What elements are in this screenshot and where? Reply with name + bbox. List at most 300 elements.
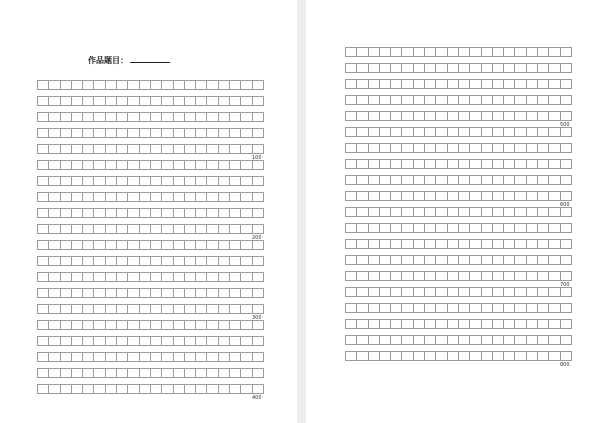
grid-cell (436, 208, 447, 216)
grid-cell (402, 192, 413, 200)
grid-cell (414, 320, 425, 328)
grid-cell (380, 256, 391, 264)
grid-row (37, 80, 264, 90)
grid-cell (49, 209, 60, 217)
grid-cell (402, 48, 413, 56)
grid-cell (527, 240, 538, 248)
grid-cell (369, 144, 380, 152)
grid-cell (369, 352, 380, 360)
grid-cell (561, 272, 571, 280)
grid-row (37, 336, 264, 346)
grid-cell (196, 385, 207, 393)
grid-cell (196, 193, 207, 201)
grid-cell (196, 273, 207, 281)
grid-cell (527, 112, 538, 120)
grid-cell (219, 385, 230, 393)
character-count-label: 800 (560, 362, 570, 368)
grid-cell (128, 241, 139, 249)
grid-cell (106, 337, 117, 345)
grid-cell (140, 209, 151, 217)
grid-cell (561, 352, 571, 360)
grid-cell (241, 129, 252, 137)
grid-cell (72, 97, 83, 105)
grid-cell (38, 305, 49, 313)
grid-cell (561, 48, 571, 56)
grid-cell (83, 369, 94, 377)
grid-cell (515, 256, 526, 264)
grid-cell (207, 97, 218, 105)
grid-cell (185, 225, 196, 233)
grid-cell (151, 385, 162, 393)
grid-cell (128, 369, 139, 377)
grid-cell (527, 288, 538, 296)
grid-cell (459, 112, 470, 120)
grid-cell (196, 129, 207, 137)
grid-cell (241, 289, 252, 297)
grid-cell (425, 160, 436, 168)
grid-cell (402, 176, 413, 184)
grid-cell (391, 48, 402, 56)
grid-cell (504, 64, 515, 72)
grid-cell (253, 337, 263, 345)
grid-cell (151, 225, 162, 233)
grid-cell (515, 112, 526, 120)
grid-row (37, 112, 264, 122)
grid-cell (538, 208, 549, 216)
grid-cell (538, 320, 549, 328)
grid-cell (140, 225, 151, 233)
grid-cell (49, 353, 60, 361)
grid-cell (128, 305, 139, 313)
grid-cell (230, 369, 241, 377)
grid-cell (504, 320, 515, 328)
grid-cell (549, 192, 560, 200)
grid-cell (369, 224, 380, 232)
grid-cell (162, 129, 173, 137)
grid-cell (515, 96, 526, 104)
grid-cell (128, 353, 139, 361)
grid-cell (391, 272, 402, 280)
grid-cell (117, 97, 128, 105)
grid-cell (391, 80, 402, 88)
left-writing-grid (37, 80, 264, 394)
grid-cell (128, 385, 139, 393)
grid-row (345, 143, 572, 153)
grid-cell (117, 81, 128, 89)
grid-cell (196, 305, 207, 313)
grid-cell (219, 289, 230, 297)
grid-cell (72, 353, 83, 361)
grid-cell (38, 273, 49, 281)
grid-cell (106, 257, 117, 265)
grid-cell (470, 64, 481, 72)
grid-row (37, 128, 264, 138)
grid-cell (128, 161, 139, 169)
grid-cell (504, 272, 515, 280)
grid-cell (414, 336, 425, 344)
grid-cell (72, 177, 83, 185)
grid-cell (253, 97, 263, 105)
grid-cell (425, 352, 436, 360)
grid-cell (94, 193, 105, 201)
grid-cell (140, 257, 151, 265)
grid-cell (436, 144, 447, 152)
grid-cell (459, 224, 470, 232)
grid-cell (207, 257, 218, 265)
grid-cell (128, 225, 139, 233)
grid-cell (106, 369, 117, 377)
grid-cell (369, 176, 380, 184)
grid-cell (185, 81, 196, 89)
grid-cell (241, 81, 252, 89)
grid-cell (49, 257, 60, 265)
grid-row (37, 256, 264, 266)
grid-cell (38, 241, 49, 249)
grid-cell (425, 64, 436, 72)
grid-cell (504, 96, 515, 104)
grid-cell (504, 288, 515, 296)
grid-cell (482, 160, 493, 168)
grid-cell (493, 352, 504, 360)
grid-cell (219, 145, 230, 153)
grid-row (345, 319, 572, 329)
grid-cell (241, 353, 252, 361)
grid-cell (346, 64, 357, 72)
grid-cell (515, 192, 526, 200)
grid-cell (482, 336, 493, 344)
grid-cell (346, 336, 357, 344)
grid-cell (414, 112, 425, 120)
grid-cell (402, 160, 413, 168)
grid-cell (83, 177, 94, 185)
grid-cell (425, 96, 436, 104)
grid-cell (196, 209, 207, 217)
grid-cell (94, 145, 105, 153)
grid-cell (459, 144, 470, 152)
grid-cell (151, 273, 162, 281)
grid-cell (425, 208, 436, 216)
grid-cell (94, 257, 105, 265)
grid-cell (106, 209, 117, 217)
grid-row (37, 352, 264, 362)
grid-cell (196, 177, 207, 185)
grid-cell (515, 80, 526, 88)
grid-cell (402, 272, 413, 280)
grid-cell (140, 145, 151, 153)
grid-cell (527, 336, 538, 344)
grid-cell (357, 352, 368, 360)
grid-cell (207, 129, 218, 137)
grid-cell (253, 385, 263, 393)
grid-cell (230, 113, 241, 121)
grid-cell (38, 257, 49, 265)
grid-cell (369, 160, 380, 168)
grid-cell (549, 288, 560, 296)
grid-cell (174, 113, 185, 121)
grid-cell (470, 144, 481, 152)
grid-cell (369, 208, 380, 216)
grid-cell (185, 129, 196, 137)
grid-cell (402, 80, 413, 88)
grid-cell (185, 273, 196, 281)
grid-cell (196, 321, 207, 329)
grid-cell (174, 145, 185, 153)
grid-cell (196, 145, 207, 153)
grid-row (37, 160, 264, 170)
grid-cell (174, 193, 185, 201)
grid-cell (425, 240, 436, 248)
grid-cell (425, 144, 436, 152)
grid-cell (230, 385, 241, 393)
grid-cell (448, 224, 459, 232)
grid-cell (527, 256, 538, 264)
grid-cell (493, 320, 504, 328)
grid-cell (448, 256, 459, 264)
grid-cell (83, 257, 94, 265)
grid-cell (140, 353, 151, 361)
grid-cell (482, 176, 493, 184)
grid-cell (414, 64, 425, 72)
grid-cell (174, 177, 185, 185)
grid-cell (493, 64, 504, 72)
grid-cell (162, 257, 173, 265)
grid-cell (61, 337, 72, 345)
grid-cell (38, 369, 49, 377)
grid-cell (538, 144, 549, 152)
grid-cell (380, 160, 391, 168)
grid-cell (38, 385, 49, 393)
grid-cell (493, 176, 504, 184)
grid-cell (94, 289, 105, 297)
grid-cell (515, 128, 526, 136)
grid-cell (185, 337, 196, 345)
grid-cell (561, 64, 571, 72)
grid-cell (61, 193, 72, 201)
grid-cell (346, 96, 357, 104)
grid-cell (436, 224, 447, 232)
grid-cell (151, 177, 162, 185)
grid-cell (448, 352, 459, 360)
grid-cell (185, 97, 196, 105)
grid-cell (94, 225, 105, 233)
grid-cell (196, 97, 207, 105)
grid-cell (151, 81, 162, 89)
grid-cell (38, 145, 49, 153)
grid-row (37, 368, 264, 378)
grid-cell (72, 209, 83, 217)
grid-cell (346, 192, 357, 200)
grid-cell (357, 96, 368, 104)
grid-cell (357, 304, 368, 312)
grid-cell (83, 241, 94, 249)
grid-cell (106, 81, 117, 89)
grid-row (345, 287, 572, 297)
grid-row (37, 192, 264, 202)
grid-cell (436, 80, 447, 88)
grid-cell (241, 337, 252, 345)
grid-cell (527, 128, 538, 136)
grid-cell (504, 352, 515, 360)
grid-cell (549, 208, 560, 216)
grid-cell (448, 272, 459, 280)
grid-cell (482, 352, 493, 360)
grid-cell (527, 144, 538, 152)
grid-cell (230, 193, 241, 201)
grid-cell (448, 160, 459, 168)
grid-cell (357, 192, 368, 200)
grid-cell (61, 369, 72, 377)
grid-cell (219, 241, 230, 249)
grid-cell (219, 97, 230, 105)
grid-cell (380, 112, 391, 120)
grid-cell (49, 177, 60, 185)
grid-cell (38, 161, 49, 169)
grid-cell (448, 112, 459, 120)
grid-cell (241, 385, 252, 393)
grid-cell (549, 48, 560, 56)
grid-cell (436, 112, 447, 120)
grid-cell (207, 113, 218, 121)
grid-cell (402, 256, 413, 264)
grid-cell (219, 209, 230, 217)
grid-cell (219, 113, 230, 121)
grid-cell (414, 272, 425, 280)
grid-cell (380, 320, 391, 328)
grid-cell (515, 208, 526, 216)
grid-cell (369, 304, 380, 312)
grid-cell (241, 193, 252, 201)
grid-cell (482, 64, 493, 72)
grid-cell (162, 305, 173, 313)
grid-cell (207, 193, 218, 201)
grid-row (37, 272, 264, 282)
grid-cell (448, 96, 459, 104)
grid-cell (61, 273, 72, 281)
grid-cell (83, 321, 94, 329)
grid-cell (140, 177, 151, 185)
grid-cell (140, 337, 151, 345)
grid-cell (459, 352, 470, 360)
grid-cell (151, 321, 162, 329)
grid-cell (140, 385, 151, 393)
grid-cell (436, 352, 447, 360)
grid-cell (38, 177, 49, 185)
grid-cell (357, 128, 368, 136)
grid-row (345, 207, 572, 217)
grid-cell (72, 193, 83, 201)
grid-cell (482, 288, 493, 296)
grid-cell (448, 320, 459, 328)
grid-cell (436, 272, 447, 280)
grid-cell (391, 208, 402, 216)
grid-cell (346, 208, 357, 216)
grid-cell (162, 321, 173, 329)
grid-cell (470, 256, 481, 264)
grid-cell (174, 129, 185, 137)
grid-cell (49, 337, 60, 345)
grid-cell (561, 144, 571, 152)
grid-cell (369, 288, 380, 296)
grid-cell (515, 48, 526, 56)
grid-cell (369, 96, 380, 104)
grid-cell (482, 144, 493, 152)
grid-cell (493, 272, 504, 280)
grid-cell (230, 145, 241, 153)
grid-cell (106, 177, 117, 185)
grid-cell (482, 320, 493, 328)
grid-cell (380, 288, 391, 296)
grid-cell (402, 128, 413, 136)
character-count-label: 300 (252, 315, 262, 321)
grid-cell (448, 80, 459, 88)
grid-cell (470, 272, 481, 280)
grid-row (37, 320, 264, 330)
grid-cell (219, 193, 230, 201)
grid-row (37, 224, 264, 234)
grid-cell (61, 257, 72, 265)
grid-cell (561, 128, 571, 136)
grid-cell (538, 80, 549, 88)
grid-cell (61, 305, 72, 313)
grid-row (37, 96, 264, 106)
grid-cell (380, 128, 391, 136)
grid-cell (357, 288, 368, 296)
grid-cell (448, 288, 459, 296)
grid-cell (391, 192, 402, 200)
grid-cell (414, 224, 425, 232)
grid-cell (94, 129, 105, 137)
grid-cell (436, 288, 447, 296)
grid-cell (527, 80, 538, 88)
grid-cell (253, 161, 263, 169)
grid-cell (241, 257, 252, 265)
grid-cell (253, 225, 263, 233)
grid-cell (196, 161, 207, 169)
grid-cell (49, 321, 60, 329)
grid-cell (151, 305, 162, 313)
grid-cell (83, 305, 94, 313)
grid-cell (61, 145, 72, 153)
grid-cell (38, 81, 49, 89)
grid-cell (61, 97, 72, 105)
grid-cell (128, 129, 139, 137)
grid-cell (151, 337, 162, 345)
grid-cell (470, 336, 481, 344)
essay-title (88, 54, 170, 66)
grid-cell (106, 321, 117, 329)
grid-cell (185, 209, 196, 217)
grid-cell (49, 369, 60, 377)
grid-cell (72, 241, 83, 249)
grid-cell (346, 160, 357, 168)
grid-cell (49, 305, 60, 313)
grid-cell (151, 257, 162, 265)
grid-cell (162, 385, 173, 393)
grid-cell (561, 80, 571, 88)
grid-cell (241, 113, 252, 121)
grid-cell (538, 336, 549, 344)
grid-cell (369, 80, 380, 88)
grid-cell (482, 112, 493, 120)
grid-cell (369, 240, 380, 248)
grid-cell (207, 273, 218, 281)
grid-cell (38, 113, 49, 121)
grid-row (37, 304, 264, 314)
grid-cell (72, 257, 83, 265)
grid-cell (196, 289, 207, 297)
grid-cell (83, 193, 94, 201)
grid-cell (504, 256, 515, 264)
